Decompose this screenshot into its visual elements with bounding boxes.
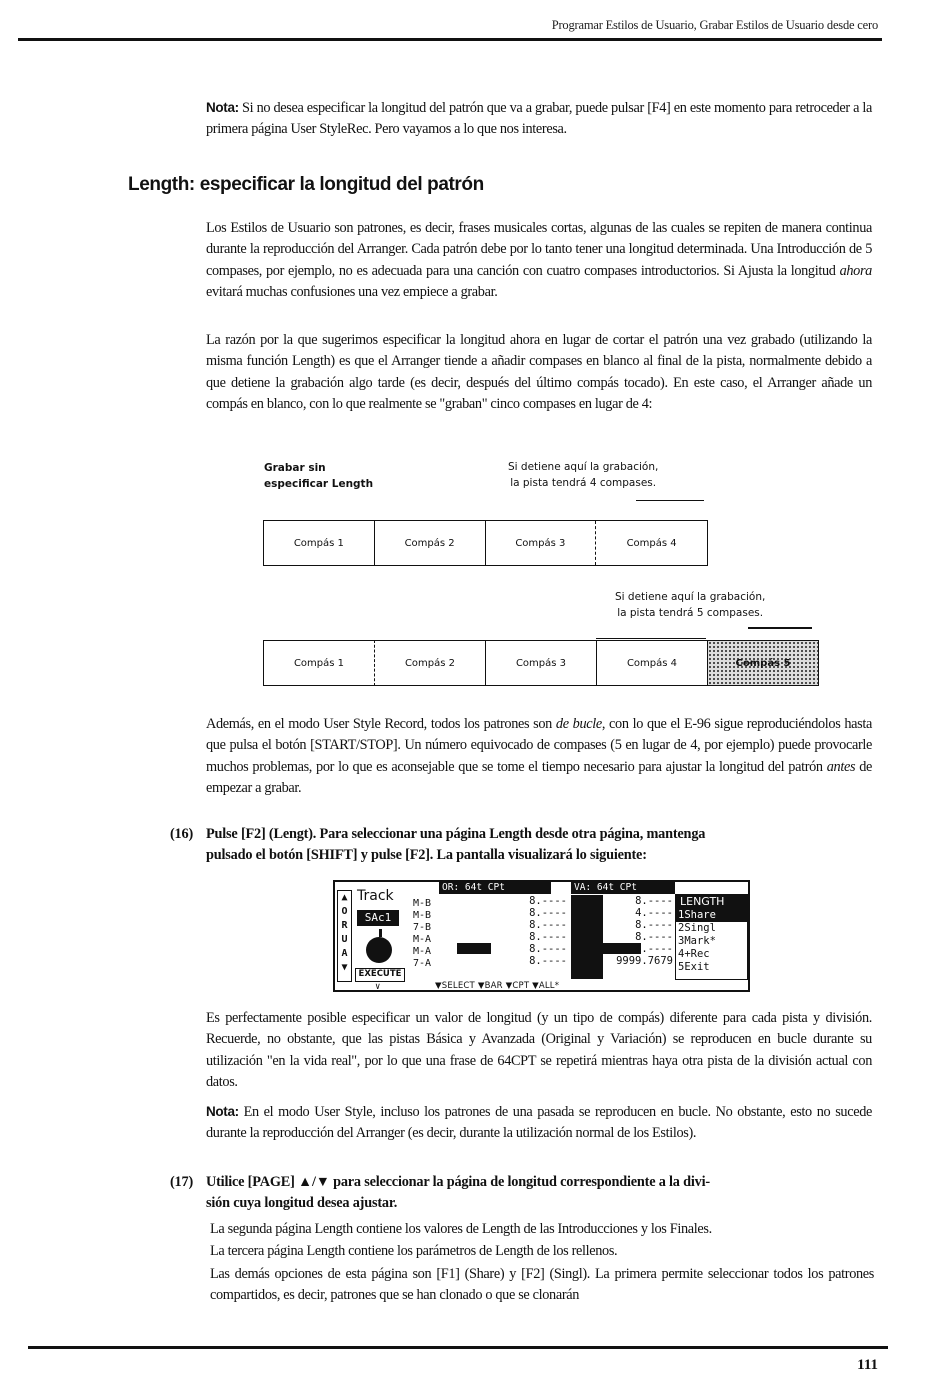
- note-top-line-2: la pista tendrá 4 compases.: [510, 477, 657, 489]
- footer-rule: [28, 1346, 888, 1349]
- note-1: [206, 97, 872, 141]
- menu-item-singl: 2Singl: [678, 922, 716, 934]
- side-letter: R: [341, 920, 348, 931]
- note-top-line-1: Si detiene aquí la grabación,: [508, 461, 659, 473]
- function-key-labels: ▼SELECT ▼BAR ▼CPT ▼ALL*: [435, 981, 560, 991]
- paragraph-text: La razón por la que sugerimos especificar la longitud ahora en lugar de cortar el patrón una vez grabado (utilizando la misma función Length) es que el Arranger tiende a añadir compases en blanco al final de la pista, normalmente debido a que detiene la grabación algo tarde (es decir, después del último compás tocado). En este caso, el Arranger añade un compás en blanco, con lo que realmente se "graban" cinco compases en lugar de 4:: [206, 332, 872, 413]
- step-text-line-2: sión cuya longitud desea ajustar.: [206, 1195, 398, 1212]
- blank-measure-cell: Compás 5: [707, 640, 819, 686]
- diagram-label-left: [264, 460, 373, 492]
- page-number: 111: [857, 1357, 878, 1373]
- side-letter: U: [341, 934, 348, 945]
- length-value: 8.----: [529, 895, 567, 907]
- variation-header: VA: 64t CPt: [571, 882, 675, 894]
- measure-cell: Compás 1: [263, 640, 374, 686]
- note-bottom-line-2: la pista tendrá 5 compases.: [617, 607, 764, 619]
- menu-item-share: 1Share: [676, 909, 747, 922]
- paragraph-1: [206, 218, 872, 304]
- length-value: 8.----: [529, 943, 567, 955]
- stop-marker-top: [636, 500, 704, 501]
- original-values: [485, 895, 567, 967]
- emphasis: ahora: [839, 262, 872, 279]
- diagram-note-bottom: [615, 589, 765, 621]
- menu-item-rec: 4+Rec: [678, 948, 710, 960]
- paragraph-text: La segunda página Length contiene los valores de Length de las Introducciones y los Finales.: [210, 1221, 712, 1237]
- length-value: 4.----: [635, 943, 673, 955]
- step-text-line-1: Pulse [F2] (Lengt). Para seleccionar una página Length desde otra página, mantenga: [206, 826, 706, 842]
- stop-marker-bottom: [748, 627, 812, 629]
- paragraph-text-end: evitará muchas confusiones una vez empiece a grabar.: [206, 284, 498, 301]
- step-number: (16): [170, 826, 194, 842]
- paragraph-7: [210, 1264, 874, 1307]
- division-label: M-A: [413, 946, 432, 957]
- paragraph-text-mid: , con lo que el E-96 sigue reproduciéndolos hasta que pulsa el botón [START/STOP]. Un número equivocado de compases (5 en lugar de 4, por ejemplo) puede provocarle muchos problemas, por lo que es aconsejable que se tome el tiempo necesario para ajustar la longitud del patrón: [206, 716, 872, 775]
- diagram-label-line-2: especificar Length: [264, 478, 374, 490]
- division-label: 7-B: [413, 922, 432, 933]
- note-bottom-line-1: Si detiene aquí la grabación,: [615, 591, 766, 603]
- measure-cell: Compás 4: [626, 537, 677, 549]
- step-text-line-2: pulsado el botón [SHIFT] y pulse [F2]. La pantalla visualizará lo siguiente:: [206, 847, 647, 864]
- measure-cell: Compás 2: [374, 640, 485, 686]
- emphasis: antes: [826, 758, 856, 775]
- diagram-note-top: [508, 459, 658, 491]
- length-value: 9999.7679: [616, 955, 673, 967]
- measure-cell: Compás 1: [264, 521, 375, 565]
- measure-cell: Compás 4: [596, 640, 707, 686]
- division-label: 7-A: [413, 958, 432, 969]
- variation-values: [597, 895, 673, 967]
- diagram-label-line-1: Grabar sin: [264, 462, 326, 474]
- paragraph-3: [206, 714, 872, 800]
- menu-title: LENGTH: [676, 895, 747, 909]
- length-value: 8.----: [635, 895, 673, 907]
- note-label: Nota:: [206, 100, 239, 115]
- dial-knob-icon: [366, 937, 392, 963]
- chevron-down-icon: ∨: [375, 982, 381, 992]
- note-text: Si no desea especificar la longitud del patrón que va a grabar, puede pulsar [F4] en este momento para retroceder a la primera página User StyleRec. Pero vayamos a lo que nos interesa.: [206, 100, 872, 138]
- note-2: [206, 1101, 872, 1145]
- length-value: 4.----: [635, 907, 673, 919]
- emphasis: de bucle: [555, 716, 602, 732]
- step-17: [170, 1172, 874, 1215]
- execute-label: EXECUTE: [355, 968, 405, 982]
- paragraph-text: Es perfectamente posible especificar un valor de longitud (y un tipo de compás) diferente para cada pista y división. Recuerde, no obstante, que las pistas Básica y Avanzada (Original y Variación) se reproducen en bucle durante su utilización "en la vida real", por lo que una frase de 64CPT se repetirá mientras haya otra pista de la división actual con datos.: [206, 1010, 872, 1091]
- division-label: M-B: [413, 910, 432, 921]
- paragraph-4: [206, 1008, 872, 1094]
- lcd-side-bar: [337, 890, 352, 982]
- length-value: 8.----: [529, 931, 567, 943]
- section-heading: Length: especificar la longitud del patrón: [128, 174, 484, 195]
- step-16: [170, 824, 874, 867]
- division-label: M-A: [413, 934, 432, 945]
- original-header: OR: 64t CPt: [439, 882, 551, 894]
- paragraph-text-end: de empezar a grabar.: [206, 758, 872, 797]
- paragraph-text: Además, en el modo User Style Record, todos los patrones son: [206, 716, 556, 732]
- length-value: 8.----: [635, 931, 673, 943]
- length-menu: [675, 894, 748, 980]
- side-letter: ▼: [341, 962, 348, 973]
- side-letter: ▲: [341, 892, 348, 903]
- paragraph-5: [210, 1219, 874, 1240]
- side-letter: A: [341, 948, 348, 959]
- menu-item-mark: 3Mark*: [678, 935, 716, 947]
- lcd-screen: [333, 880, 750, 992]
- length-value: 8.----: [635, 919, 673, 931]
- running-header: Programar Estilos de Usuario, Grabar Estilos de Usuario desde cero: [551, 18, 878, 32]
- step-number: (17): [170, 1174, 194, 1190]
- measure-row-2: [263, 640, 819, 686]
- side-letter: O: [341, 906, 348, 917]
- note-label: Nota:: [206, 1104, 239, 1119]
- paragraph-text: La tercera página Length contiene los parámetros de Length de los rellenos.: [210, 1243, 618, 1259]
- division-labels: [413, 898, 431, 970]
- paragraph-text: Los Estilos de Usuario son patrones, es decir, frases musicales cortas, algunas de las cuales se repiten de manera continua durante la reproducción del Arranger. Cada patrón debe por lo tanto tener una longitud determinada. Una Introducción de 5 compases, por ejemplo, no es adecuada para una canción con cuatro compases introductorios. Si Ajusta la longitud: [206, 220, 872, 279]
- note-text: En el modo User Style, incluso los patrones de una pasada se reproducen en bucle. No obstante, esto no sucede durante la reproducción del Arranger (es decir, durante la utilización normal de los Estilos).: [206, 1104, 872, 1142]
- paragraph-text: Las demás opciones de esta página son [F1] (Share) y [F2] (Singl). La primera permite seleccionar todos los patrones compartidos, es decir, patrones que se han clonado o que se clonarán: [210, 1266, 874, 1304]
- measure-cell: Compás 3: [486, 521, 597, 565]
- paragraph-2: [206, 330, 872, 416]
- header-rule: [18, 38, 882, 41]
- length-value: 8.----: [529, 955, 567, 967]
- extend-marker: [596, 638, 706, 639]
- dial-marker: [379, 929, 382, 937]
- measure-cell: Compás 2: [375, 521, 486, 565]
- division-label: M-B: [413, 898, 432, 909]
- measure-cell: Compás 3: [485, 640, 596, 686]
- track-value: SAc1: [357, 910, 399, 926]
- paragraph-6: [210, 1241, 874, 1262]
- length-value: 8.----: [529, 907, 567, 919]
- menu-item-exit: 5Exit: [678, 961, 710, 973]
- step-text-line-1: Utilice [PAGE] ▲/▼ para seleccionar la página de longitud correspondiente a la divi-: [206, 1174, 710, 1190]
- measure-row-1: [263, 520, 708, 566]
- track-label: Track: [357, 888, 394, 904]
- length-value: 8.----: [529, 919, 567, 931]
